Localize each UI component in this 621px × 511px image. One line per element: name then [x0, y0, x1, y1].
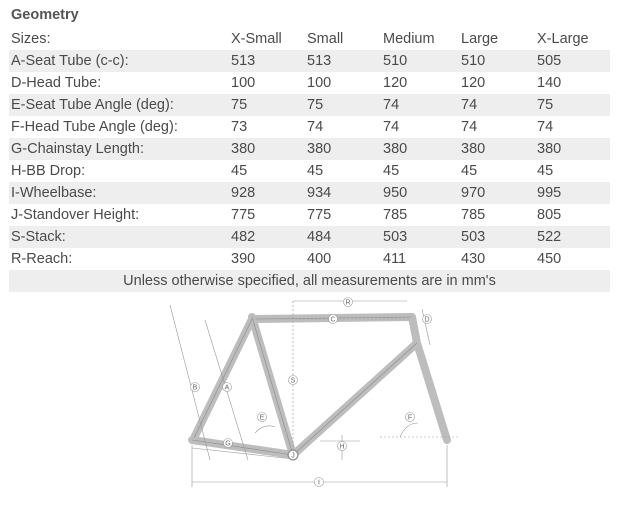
table-cell: 482	[229, 226, 305, 248]
table-cell: 74	[307, 119, 324, 135]
header-cell: Medium	[383, 31, 435, 47]
table-cell: 74	[383, 119, 400, 135]
table-header-row	[9, 28, 610, 50]
table-cell: 73	[231, 119, 248, 135]
table-cell: 75	[229, 94, 305, 116]
table-cell: 45	[461, 163, 478, 179]
table-cell: 45	[307, 163, 324, 179]
label-a	[223, 383, 232, 392]
table-cell: 513	[305, 50, 381, 72]
table-cell: 100	[231, 75, 256, 91]
table-cell: 120	[461, 75, 486, 91]
table-cell: 430	[461, 251, 486, 267]
label-s	[289, 376, 298, 385]
table-cell: 503	[381, 226, 459, 248]
table-cell: 75	[305, 94, 381, 116]
row-label: F-Head Tube Angle (deg):	[11, 119, 178, 135]
row-label: G-Chainstay Length:	[9, 138, 229, 160]
table-row	[9, 204, 610, 226]
units-note: Unless otherwise specified, all measurements are in mm's	[9, 270, 610, 292]
label-c	[329, 315, 338, 324]
label-r	[344, 298, 353, 307]
label-d	[423, 315, 432, 324]
table-cell: 74	[381, 94, 459, 116]
frame-geometry-diagram	[160, 295, 460, 495]
header-cell: Large	[461, 31, 499, 47]
table-cell: 380	[305, 138, 381, 160]
table-cell: 400	[307, 251, 332, 267]
row-label: J-Standover Height:	[11, 207, 140, 223]
row-label: S-Stack:	[9, 226, 229, 248]
label-f	[406, 413, 415, 422]
table-cell: 505	[535, 50, 610, 72]
table-cell: 100	[307, 75, 332, 91]
table-cell: 45	[383, 163, 400, 179]
table-cell: 928	[229, 182, 305, 204]
label-c-text: C	[330, 316, 336, 324]
label-e	[258, 413, 267, 422]
table-row	[9, 138, 610, 160]
table-cell: 805	[537, 207, 562, 223]
label-a-text: A	[224, 384, 230, 392]
label-j-text: J	[291, 452, 295, 460]
label-s-text: S	[290, 377, 296, 385]
table-row	[9, 72, 610, 94]
table-row	[9, 94, 610, 116]
row-label: I-Wheelbase:	[9, 182, 229, 204]
table-cell: 522	[535, 226, 610, 248]
header-cell: Small	[307, 31, 344, 47]
label-g-text: G	[225, 440, 231, 448]
table-cell: 380	[229, 138, 305, 160]
table-cell: 503	[459, 226, 535, 248]
label-b	[191, 383, 200, 392]
table-cell: 934	[305, 182, 381, 204]
table-row	[9, 226, 610, 248]
dimension-labels	[191, 298, 432, 487]
table-row	[9, 116, 610, 138]
table-cell: 120	[383, 75, 408, 91]
table-cell: 950	[381, 182, 459, 204]
geometry-title: Geometry	[11, 7, 79, 23]
table-cell: 380	[381, 138, 459, 160]
table-cell: 380	[459, 138, 535, 160]
table-cell: 380	[535, 138, 610, 160]
table-cell: 513	[229, 50, 305, 72]
label-e-text: E	[259, 414, 265, 422]
table-cell: 775	[231, 207, 256, 223]
label-b-text: B	[192, 384, 198, 392]
table-cell: 74	[459, 94, 535, 116]
table-cell: 785	[461, 207, 486, 223]
header-cell: X-Small	[231, 31, 282, 47]
label-j	[289, 451, 298, 460]
label-f-text: F	[407, 414, 413, 422]
fork	[417, 343, 447, 440]
geometry-table	[9, 28, 610, 270]
table-cell: 45	[231, 163, 248, 179]
label-h	[338, 442, 347, 451]
table-cell: 75	[535, 94, 610, 116]
label-h-text: H	[339, 443, 345, 451]
table-cell: 510	[381, 50, 459, 72]
label-g	[224, 439, 233, 448]
table-cell: 74	[537, 119, 554, 135]
table-cell: 484	[305, 226, 381, 248]
table-cell: 74	[461, 119, 478, 135]
header-cell: Sizes:	[11, 31, 51, 47]
table-cell: 390	[231, 251, 256, 267]
table-cell: 140	[537, 75, 562, 91]
label-i-text: I	[318, 479, 320, 487]
table-cell: 970	[459, 182, 535, 204]
header-cell: X-Large	[537, 31, 589, 47]
table-cell: 785	[383, 207, 408, 223]
row-label: A-Seat Tube (c-c):	[9, 50, 229, 72]
angle-arc-e	[255, 426, 275, 433]
row-label: D-Head Tube:	[11, 75, 102, 91]
label-r-text: R	[345, 299, 351, 307]
row-label: R-Reach:	[11, 251, 73, 267]
table-cell: 450	[537, 251, 562, 267]
label-d-text: D	[424, 316, 430, 324]
table-cell: 45	[537, 163, 554, 179]
table-cell: 510	[459, 50, 535, 72]
table-cell: 995	[535, 182, 610, 204]
row-label: H-BB Drop:	[11, 163, 86, 179]
row-label: E-Seat Tube Angle (deg):	[9, 94, 229, 116]
table-cell: 775	[307, 207, 332, 223]
angle-arc-f	[400, 423, 418, 437]
table-cell: 411	[383, 251, 407, 267]
label-i	[315, 478, 324, 487]
table-row	[9, 182, 610, 204]
table-row	[9, 50, 610, 72]
table-row	[9, 160, 610, 182]
table-row	[9, 248, 610, 270]
